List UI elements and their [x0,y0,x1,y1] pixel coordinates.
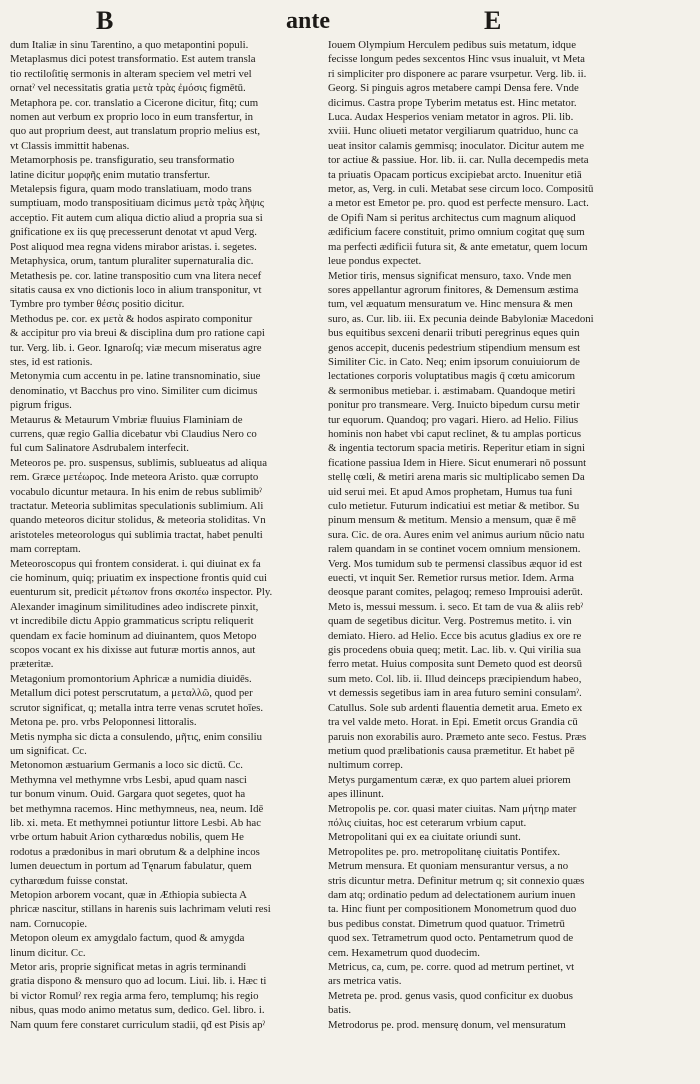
text-line: vocabulo dicuntur metaura. In his enim de rebus sublimibˀ [10,485,262,498]
text-line: hominis non habet vbi caput reclinet, & tu amplas porticus [328,427,582,440]
text-line: Post aliquod mea regna videns mirabor aristas. i. segetes. [10,240,257,253]
text-line: euenturum sit, predicit μέτωπον frons σκοπέω inspector. Ply. [10,586,273,599]
text-line: rodotus a prædonibus in mari obrutum & a delphine incos [10,845,260,858]
text-line: leue pondus expectet. [328,255,422,268]
text-line: sitatis causa ex vno dictionis loco in alium transponitur, vt [10,283,262,296]
text-line: cie hominum, quiq; priuatim ex inspectione frontis quid cui [10,572,267,585]
text-line: Nam quum fere constaret curriculum stadii, qđ est Pisis apˀ [10,1018,266,1031]
text-line: stellę cœli, & metiri arena maris sic multiplicabo semen Da [328,471,585,484]
right-ornamental-initial: E [484,6,502,35]
text-line: cem. Hexametrum quod duodecim. [328,946,481,959]
text-line: Metys purgamentum cæræ, ex quo partem aluei priorem [328,773,571,786]
text-line: ferro metat. Huius composita sunt Demeto quod est deorsū [328,658,582,671]
text-line: vt Classis immittit habenas. [10,139,130,152]
text-line: gis procedens obuia queq; metit. Lac. lib. v. Qui virilia sua [328,644,581,657]
text-line: tio rectiloſitię sermonis in alteram speciem vel metri vel [10,67,252,80]
text-line: tra vel valde meto. Horat. in Epi. Emetit orcus Grandia cū [328,716,578,729]
text-line: Georg. Si pinguis agros metabere campi Densa fere. Vnde [328,82,579,95]
text-line: Metior tiris, mensus significat mensuro, taxo. Vnde men [328,269,572,282]
text-line: bus equitibus sexceni denarii tributi peregrinus eques quin [328,327,580,340]
text-line: uid serui mei. Et apud Amos prophetam, Humus tua funi [328,485,573,498]
text-line: Metonomon æstuarium Germanis a loco sic dictū. Cc. [10,759,243,772]
text-line: tur. Verg. lib. i. Geor. Ignaroſq; viæ mecum miseratus agre [10,341,262,354]
text-line: tur equorum. Quandoq; pro vagari. Hiero. ad Helio. Filius [328,413,579,426]
text-line: quendam ex facie hominum ad diuinantem, quos Metopo [10,629,257,642]
text-line: Iouem Olympium Herculem pedibus suis metatum, idque [328,39,576,51]
text-line: & ingentia tectorum spacia metiris. Reperitur etiam in signi [328,442,585,455]
text-line: Metallum dici potest perscrutatum, a μεταλλῶ, quod per [10,687,253,700]
text-line: ueat insitor calamis gemmisq; inoculator. Dicitur autem me [328,139,585,152]
text-line: lib. xi. meta. Et methymnei potiuntur littore Lesbi. Ab hac [10,816,261,829]
text-line: Metamorphosis pe. transfiguratio, seu transformatio [10,154,235,167]
right-column [328,38,678,1078]
text-columns [10,38,690,1078]
text-line: dicimus. Castra prope Tyberim metatus est. Hinc metator. [328,96,577,109]
text-line: Verg. Mos tumidum sub te permensi classibus æquor id est [328,557,583,570]
text-line: sura. Cic. de ora. Aures enim vel animus aurium nūcio natu [328,528,585,541]
text-line: ta. Hinc fiunt per compositionem Monometrum quod duo [328,903,577,916]
text-line: fecisse longum pedes sexcentos Hinc vsus inualuit, vt Meta [328,53,585,66]
text-line: Meteoroscopus qui frontem considerat. i. qui diuinat ex fa [10,557,261,570]
text-line: mam correptam. [10,543,81,556]
text-line: ralem quandam in se continet vocem omnium mensionem. [328,543,581,556]
text-line: Methymna vel methymne vrbs Lesbi, apud quam nasci [10,773,247,786]
text-line: ponitur pro transmeare. Verg. Inuicto bipedum cursu metir [328,399,580,412]
text-line: Metalepsis figura, quam modo translatiuam, modo trans [10,183,252,196]
text-line: um significat. Cc. [10,744,87,757]
text-line: deosque parant comites, pelagoq; remeso Improuisi aderūt. [328,586,583,599]
text-line: latine dicitur μορφῆς enim mutatio transfertur. [10,168,211,181]
text-line: quod sex. Tetrametrum quod octo. Pentametrum quod de [328,932,574,945]
text-line: Metaphysica, orum, tantum pluraliter supernaturalia dic. [10,255,254,268]
text-line: vrbe ortum habuit Arion cytharœdus nobilis, quem He [10,831,244,844]
text-line: pigrum frigus. [10,399,72,412]
text-line: nomen aut verbum ex proprio loco in eum transfertur, in [10,111,254,124]
text-line: dum Italiæ in sinu Tarentino, a quo metapontini populi. [10,39,249,51]
text-line: quam de segetibus dicitur. Verg. Postremus metito. i. vin [328,615,572,628]
text-line: sum meto. Col. lib. ii. Illud deinceps præcipiendum habeo, [328,672,582,685]
text-line: Metropolites pe. pro. metropolitanę ciuitatis Pontifex. [328,845,561,858]
text-line: vt incredibile dictu Appio grammaticus scriptu reliquerit [10,615,254,628]
text-line: bet methymna racemos. Hinc methymneus, nea, neum. Idē [10,802,264,815]
text-line: Luca. Audax Hesperios veniam metator in agros. Pli. lib. [328,111,574,124]
left-column [10,38,318,1078]
text-line: Metaphora pe. cor. translatio a Cicerone dicitur, fitq; cum [10,96,259,109]
text-line: aristoteles meteorologus qui sublimia tractat, habet penulti [10,528,263,541]
text-line: ful cum Salinatore Asdrubalem interfecit. [10,442,189,455]
text-line: Similiter Cic. in Cato. Neq; enim ipsorum conuiuiorum de [328,355,580,368]
text-line: Metis nympha sic dicta a consulendo, μῆτις, enim consiliu [10,730,263,743]
text-line: nibus, quas modo animo metatus sum, dedico. Gel. libro. i. [10,1004,265,1017]
text-line: ta priuatis Opacam porticus excipiebat arcto. Inuenitur etiā [328,168,582,181]
text-line: currens, quæ regio Gallia dicebatur vbi Claudius Nero co [10,427,257,440]
text-line: ri simpliciter pro disponere ac parare vsurpetur. Verg. lib. ii. [328,67,587,80]
text-line: Metopon oleum ex amygdalo factum, quod & amygda [10,932,245,945]
text-line: Meteoros pe. pro. suspensus, sublimis, sublueatus ad aliqua [10,456,267,469]
text-line: lectationes corporis voluptatibus magis q̄ cœtu amicorum [328,370,576,383]
text-line: Metrodorus pe. prod. mensurę donum, vel mensuratum [328,1018,566,1031]
text-line: demiato. Hiero. ad Helio. Ecce bis acutus gladius ex ore re [328,629,582,642]
text-line: Metathesis pe. cor. latine transpositio cum vna litera necef [10,269,262,282]
text-line: Metropolis pe. cor. quasi mater ciuitas. Nam μήτηρ mater [328,802,577,815]
text-line: ornatˀ vel necessitatis gratia μετὰ τρὰς ἐμόσις figmētū. [10,82,246,95]
text-line: lumen deuectum in portum ad Tęnarum fabulatur, quem [10,860,252,873]
text-line: cytharœdum fuisse constat. [10,874,128,887]
text-line: euecti, vt inquit Ser. Remetior rursus metior. Idem. Arma [328,572,574,585]
text-line: apes illinunt. [328,788,384,801]
text-line: paruis non exorabilis auro. Præmeto ante seco. Festus. Præs [328,730,587,743]
text-line: sores appellantur agrorum finitores, & Demensum æstima [328,283,579,296]
text-line: gnificatione ex iis quę precesserunt denotat vt apud Verg. [10,226,257,239]
text-line: Metropolitani qui ex ea ciuitate oriundi sunt. [328,831,521,844]
text-line: suro, as. Cur. lib. iii. Ex pecunia deinde Babyloniæ Macedoni [328,312,594,325]
text-line: xviii. Hunc oliueti metator vergiliarum quatriduo, hunc ca [328,125,579,138]
text-line: pinum mensum & metitum. Mensio a mensum, quæ ē mē [328,514,577,527]
text-line: πόλις ciuitas, hoc est ceterarum vrbium caput. [328,816,527,829]
text-line: Metonymia cum accentu in pe. latine transnominatio, siue [10,370,261,383]
text-line: bus pedibus constat. Dimetrum quod quatuor. Trimetrū [328,917,565,930]
text-line: bi victor Romulˀ rex regia arma fero, templumq; his regio [10,989,259,1002]
page-header [96,6,516,36]
text-line: Metrum mensura. Et quoniam mensurantur versus, a no [328,860,569,873]
text-line: quando meteoros dicitur stolidus, & meteoria stoliditas. Vn [10,514,266,527]
text-line: nultimum correp. [328,759,403,772]
text-line: quo aut proprium deest, aut translatum proprio melius est, [10,125,261,138]
text-line: stes, id est rationis. [10,355,93,368]
text-line: Meto is, messui messum. i. seco. Et tam de vua & aliis rebˀ [328,600,584,613]
text-line: Metopion arborem vocant, quæ in Æthiopia subiecta A [10,888,247,901]
text-line: Metreta pe. prod. genus vasis, quod conficitur ex duobus [328,989,573,1002]
text-line: metor, as, Verg. in culi. Metabat sese circum loco. Compositū [328,183,594,196]
text-line: scopos vocant ex his dixisse aut futuræ mortis annos, aut [10,644,256,657]
text-line: vt demessis segetibus iam in area futuro semini consulamˀ. [328,687,582,700]
page-headword: ante [286,8,330,34]
text-line: ma perfecti ædificii futura sit, & ante emetatur, quem locum [328,240,588,253]
text-line: culo metietur. Futurum indicatiui est metiar & metibor. Su [328,500,580,512]
text-line: & sermonibus metiebar. i. æstimabam. Quandoque metiri [328,384,576,397]
text-line: Metor aris, proprie significat metas in agris terminandi [10,961,247,973]
text-line: linum dicitur. Cc. [10,946,86,959]
text-line: tor actiue & passiue. Hor. lib. ii. car. Nulla decempedis meta [328,154,589,167]
text-line: & accipitur pro via breui & disciplina dum pro ratione capi [10,327,265,340]
text-line: Metaplasmus dici potest transformatio. Est autem transla [10,53,256,66]
text-line: Tymbre pro tymber θέσις positio dicitur. [10,298,185,311]
text-line: denominatio, vt Bacchus pro vino. Similiter cum dicimus [10,384,258,397]
text-line: ficatione passiua Idem in Hiere. Sicut enumerari nō possunt [328,456,587,469]
text-line: phricæ nascitur, stillans in harenis suis lachrimam veluti resi [10,903,271,916]
text-line: Metaurus & Metaurum Vmbriæ fluuius Flaminiam de [10,413,243,426]
text-line: acceptio. Fit autem cum aliqua dictio aliud a propria sua si [10,211,263,224]
text-line: sumptiuam, modo transpositiuam dicimus μετὰ τρὰς λῆψις [10,197,265,210]
text-line: genos accepit, ducenis pedestrium stipendium mensum est [328,341,581,354]
text-line: Metricus, ca, cum, pe. corre. quod ad metrum pertinet, vt [328,961,575,973]
text-line: dam atq; ordinatio pedum ad delectationem aurium inuen [328,888,576,901]
text-line: rem. Græce μετέωρος. Inde meteora Aristo. quæ corrupto [10,471,259,484]
text-line: Metagonium promontorium Aphricæ a numidia diuidēs. [10,672,252,685]
text-line: de Opifi Nam si peritus architectus cum magnum aliquod [328,211,576,224]
text-line: nam. Cornucopie. [10,917,88,930]
text-line: Methodus pe. cor. ex μετὰ & hodos aspirato componitur [10,312,253,325]
text-line: Alexander imaginum similitudines adeo indiscrete pinxit, [10,600,259,613]
text-line: Catullus. Sole sub ardenti flauentia demetit arua. Emeto ex [328,701,583,714]
text-line: tur bonum vinum. Ouid. Gargara quot segetes, quot ha [10,788,246,801]
text-line: præteritæ. [10,658,54,671]
text-line: scrutor significat, q; metalla intra terre venas scrutet hoīes. [10,701,264,714]
text-line: ars metrica vatis. [328,975,402,988]
text-line: gratia dispono & mensuro quo ad locum. Liui. lib. i. Hæc ti [10,975,267,988]
text-line: ædificium facere constituit, primo omnium cogitat quę sum [328,226,585,239]
text-line: stris dicuntur metra. Definitur metrum q; sit connexio quæs [328,874,585,887]
text-line: tum, vel æquatum mensuratum ve. Hinc mensura & men [328,298,573,311]
text-line: Metona pe. pro. vrbs Peloponnesi littoralis. [10,716,197,729]
text-line: batis. [328,1004,352,1017]
text-line: tractatur. Meteoria sublimitas speculationis sublimium. Ali [10,500,264,512]
text-line: a metor est Emetor pe. pro. quod est perfecte mensuro. Lact. [328,197,589,210]
text-line: metium quod prælibationis causa præmetitur. Et habet pē [328,744,575,757]
left-ornamental-initial: B [96,6,114,35]
